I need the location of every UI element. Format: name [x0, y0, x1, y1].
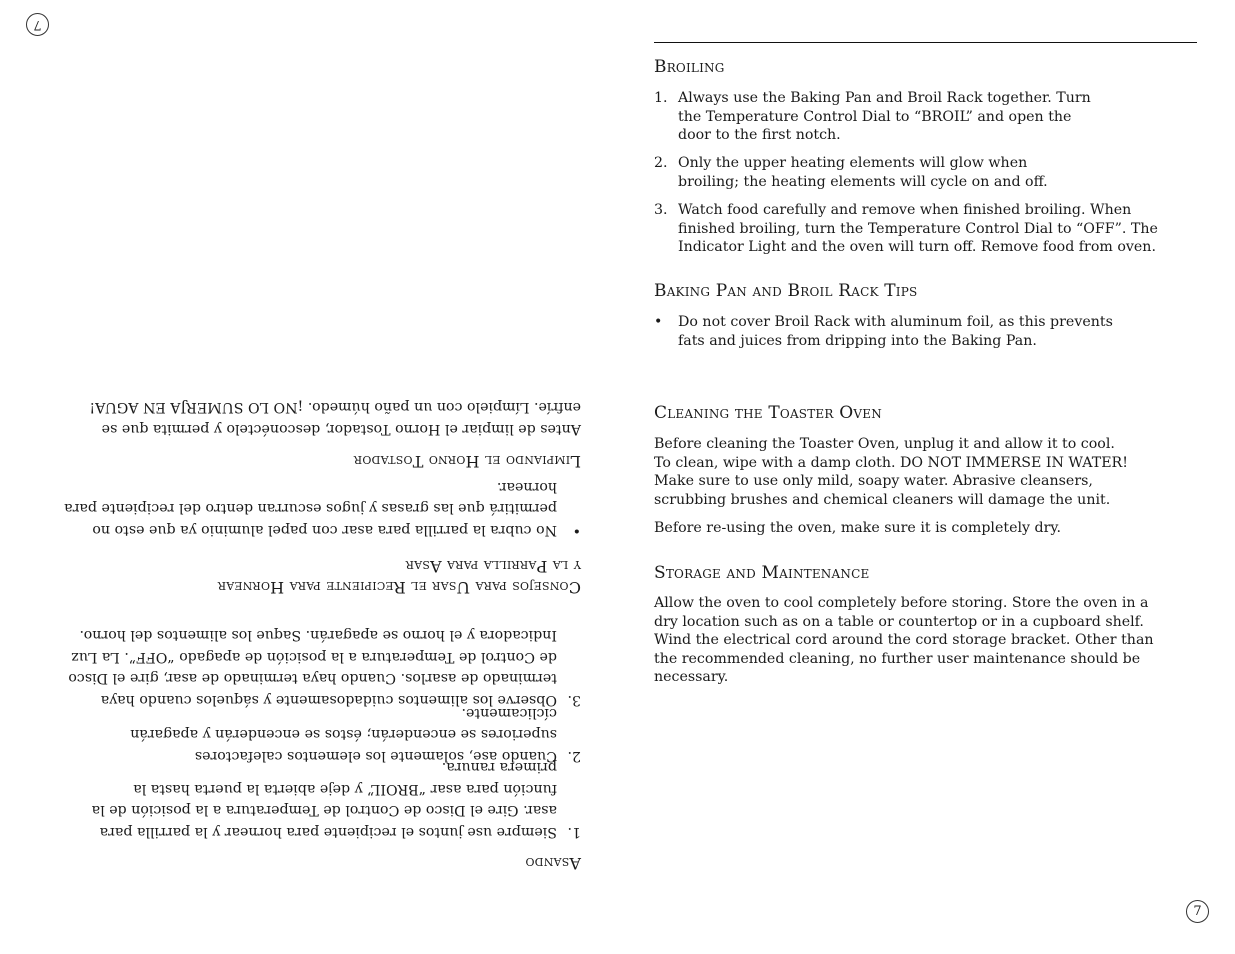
cleaning-paragraph-1: Before cleaning the Toaster Oven, unplug it and allow it to cool. To clean, wipe with a damp cloth. DO NOT IMMERSE IN WATER! Make sure to use only mild, soapy water. Abrasive cleansers, scrubbing brushes and chemical cleaners will damage the unit. — [654, 436, 1128, 508]
step-text: Watch food carefully and remove when finished broiling. When finished broiling, turn the Temperature Control Dial to “OFF”. The Indicator Light and the oven will turn off. Remove food from oven. — [678, 202, 1158, 256]
step-number: 2. — [654, 155, 668, 171]
step-number: 1. — [654, 90, 668, 106]
step-text: Cuando ase, solamente los elementos calefactores superiores se encenderán; éstos se encenderán y apagarán cíclicamente. — [130, 704, 557, 764]
bullet-text: No cubra la parrilla para asar con papel aluminio ya que esto no permitirá que las grasas y jugos escurran dentro del recipiente para hornear. — [64, 478, 557, 538]
limpiando-paragraph: Antes de limpiar el Horno Tostador, desconéctelo y permita que se enfríe. Límpielo con un paño húmedo. ¡NO LO SUMERJA EN AGUA! — [89, 399, 581, 437]
page-number-left: 7 — [26, 13, 49, 36]
header-rule — [654, 42, 1197, 43]
tips-heading: Baking Pan and Broil Rack Tips — [654, 281, 918, 301]
consejos-heading-1: Consejos para Usar el Recipiente para Hornear — [217, 578, 581, 597]
step-number: 3. — [654, 202, 668, 218]
storage-paragraph: Allow the oven to cool completely before storing. Store the oven in a dry location such as on a table or countertop or in a cupboard shelf. Wind the electrical cord around the cord storage bracket. Other than the recommended cleaning, no further user maintenance should be necessary. — [654, 595, 1154, 686]
step-number: 2. — [567, 748, 581, 764]
step-text: Siempre use juntos el recipiente para hornear y la parrilla para asar. Gire el Disco de Control de Temperatura a la posición de la función para asar “BROIL” y deje abierta la puerta hasta la primera ranura. — [91, 759, 557, 840]
step-number: 3. — [567, 692, 581, 708]
broiling-heading: Broiling — [654, 57, 725, 77]
bullet-icon: • — [572, 522, 581, 538]
step-text: Always use the Baking Pan and Broil Rack together. Turn the Temperature Control Dial to “BROIL” and open the door to the first notch. — [678, 90, 1091, 144]
storage-heading: Storage and Maintenance — [654, 563, 870, 583]
bullet-icon: • — [654, 314, 663, 330]
limpiando-heading: Limpiando el Horno Tostador — [353, 452, 581, 471]
cleaning-paragraph-2: Before re-using the oven, make sure it is completely dry. — [654, 520, 1062, 536]
asando-heading: Asando — [525, 854, 581, 873]
bullet-text: Do not cover Broil Rack with aluminum foil, as this prevents fats and juices from dripping into the Baking Pan. — [678, 314, 1113, 349]
consejos-heading-2: y la Parrilla para Asar — [405, 557, 581, 576]
page-number-right: 7 — [1186, 900, 1209, 923]
step-text: Observe los alimentos cuidadosamente y sáquelos cuando haya terminado de asarlos. Cuando haya terminado de asar, gire el Disco de Control de Temperatura a la posición de apagado “OFF”. La Luz Indicadora y el horno se apagarán. Saque los alimentos del horno. — [68, 627, 557, 708]
cleaning-heading: Cleaning the Toaster Oven — [654, 403, 882, 423]
step-text: Only the upper heating elements will glow when broiling; the heating elements will cycle on and off. — [678, 155, 1048, 190]
step-number: 1. — [567, 824, 581, 840]
